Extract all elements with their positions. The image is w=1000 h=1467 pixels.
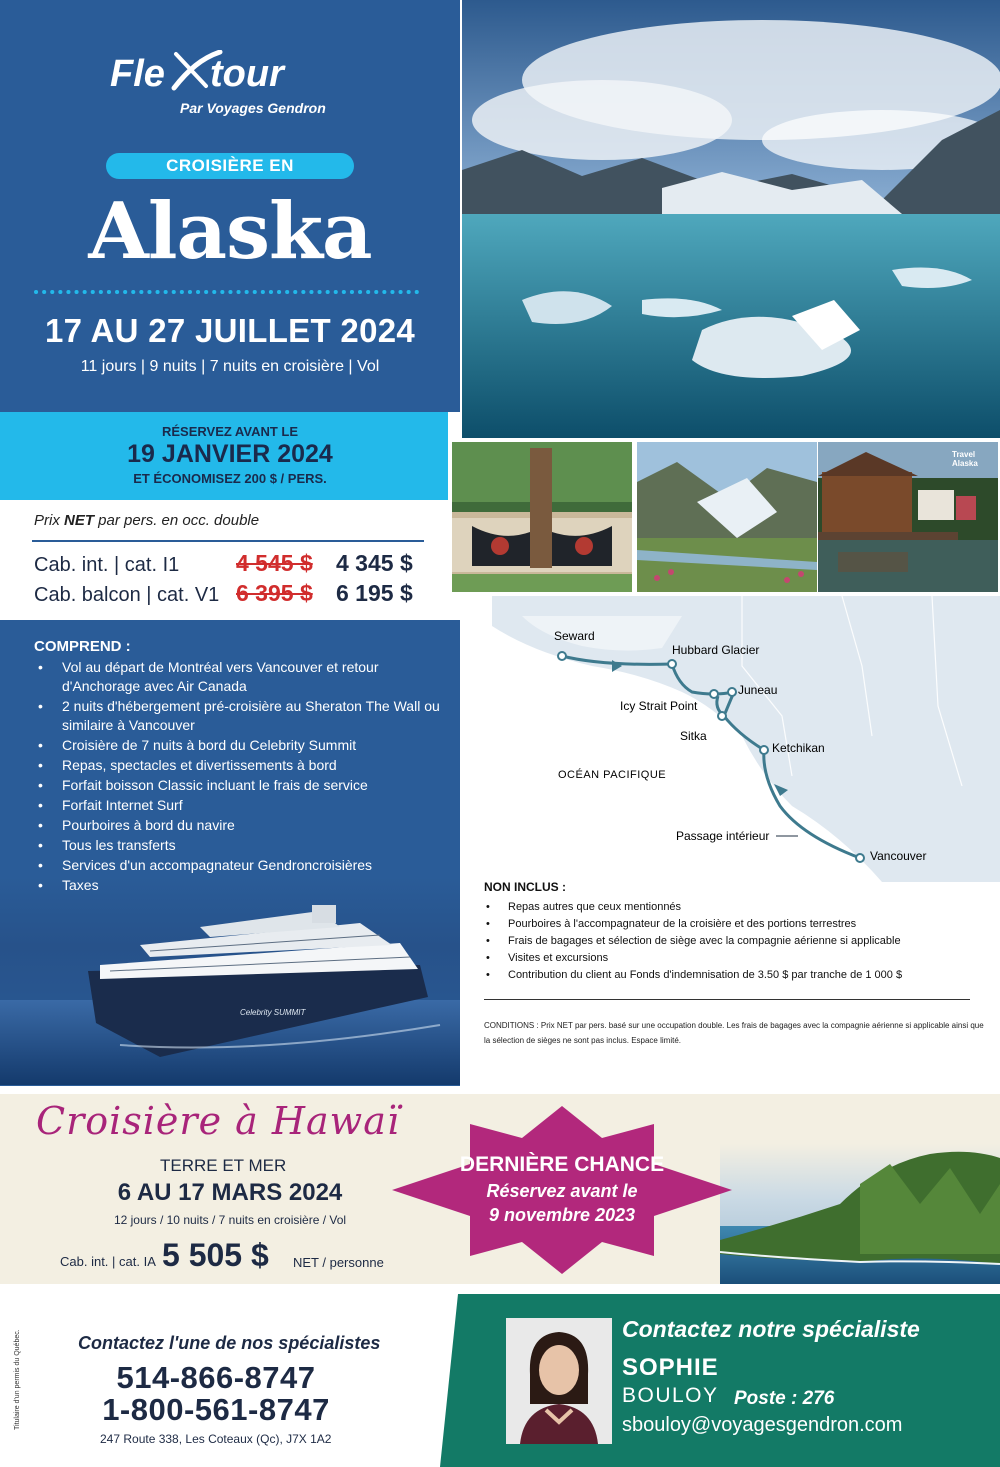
port-juneau: Juneau [738, 683, 778, 697]
old-price: 4 545 $ [236, 550, 313, 576]
cruise-ship-image [0, 905, 460, 1085]
not-included-title: NON INCLUS : [484, 880, 566, 894]
specialist-extension: Poste : 276 [734, 1388, 835, 1409]
specialist-email-link[interactable]: sbouloy@voyagesgendron.com [622, 1414, 903, 1436]
port-icy-strait-point: Icy Strait Point [620, 699, 698, 713]
hawaii-dates: 6 AU 17 MARS 2024 [117, 1179, 343, 1206]
specialist-first-name: SOPHIE [622, 1354, 719, 1381]
agency-address: 247 Route 338, Les Coteaux (Qc), J7X 1A2 [100, 1432, 332, 1446]
new-price: 4 345 $ [336, 550, 413, 576]
inside-passage-label: Passage intérieur [676, 829, 770, 843]
permit-note: Titulaire d'un permis du Québec. [14, 1329, 21, 1430]
last-chance-line1: Réservez avant le [486, 1181, 638, 1201]
not-included-list [484, 899, 984, 984]
list-item: • Repas, spectacles et divertissements à bord [34, 756, 444, 775]
cruise-route-map [462, 596, 1000, 882]
list-item: • Visites et excursions [484, 950, 984, 967]
port-ketchikan: Ketchikan [772, 741, 825, 755]
ocean-label: OCÉAN PACIFIQUE [558, 769, 667, 781]
includes-title: COMPREND : [34, 638, 131, 655]
hawaii-coast-photo [720, 1144, 1000, 1284]
phone-tollfree[interactable]: 1-800-561-8747 [102, 1392, 330, 1427]
trip-dates: 17 AU 27 JUILLET 2024 [44, 312, 416, 349]
promo-line-1: RÉSERVEZ AVANT LE [161, 424, 299, 439]
price-header: Prix NET par pers. en occ. double [34, 512, 260, 529]
list-item: • Contribution du client au Fonds d'indemnisation de 3.50 $ par tranche de 1 000 $ [484, 967, 984, 984]
hawaii-cabin: Cab. int. | cat. IA [60, 1254, 156, 1269]
ship-name-label: Celebrity SUMMIT [240, 1008, 306, 1017]
not-included-section [484, 880, 984, 984]
svg-text:tour: tour [210, 53, 284, 95]
totem-photo [452, 442, 632, 592]
list-item: • 2 nuits d'hébergement pré-croisière au Sheraton The Wall ou similaire à Vancouver [34, 697, 444, 735]
includes-panel [0, 620, 460, 1086]
cabin-label: Cab. balcon | cat. V1 [34, 584, 220, 606]
conditions-divider [484, 999, 970, 1000]
flextour-logo [110, 50, 350, 120]
port-hubbard-glacier: Hubbard Glacier [672, 643, 760, 657]
contact-title: Contactez l'une de nos spécialistes [78, 1333, 381, 1353]
hawaii-price-note: NET / personne [293, 1255, 384, 1270]
list-item: • Vol au départ de Montréal vers Vancouver et retour d'Anchorage avec Air Canada [34, 658, 444, 696]
includes-list [34, 658, 444, 896]
last-chance-line2: 9 novembre 2023 [488, 1205, 636, 1225]
early-booking-banner [0, 412, 448, 500]
list-item: • Pourboires à l'accompagnateur de la croisière et des portions terrestres [484, 916, 984, 933]
hawaii-title: Croisière à Hawaï [36, 1099, 401, 1143]
price-divider [32, 540, 424, 542]
logo-tagline: Par Voyages Gendron [180, 100, 326, 116]
port-sitka: Sitka [680, 729, 707, 743]
glacier-valley-photo [637, 442, 817, 592]
old-price: 6 395 $ [236, 580, 313, 606]
specialist-last-name: BOULOY [622, 1384, 719, 1407]
destination-title: Alaska [88, 186, 372, 277]
list-item: • Frais de bagages et sélection de siège avec la compagnie aérienne si applicable [484, 933, 984, 950]
photo-credit: Travel Alaska [952, 450, 978, 468]
hawaii-price: 5 505 $ [162, 1237, 269, 1273]
hawaii-subtitle: TERRE ET MER [160, 1156, 287, 1175]
list-item: • Tous les transferts [34, 836, 444, 855]
new-price: 6 195 $ [336, 580, 413, 606]
promo-savings: ET ÉCONOMISEZ 200 $ / PERS. [133, 471, 327, 486]
port-seward: Seward [554, 629, 595, 643]
promo-deadline: 19 JANVIER 2024 [127, 440, 333, 468]
glacier-bay-photo [462, 0, 1000, 438]
last-chance-title: DERNIÈRE CHANCE [459, 1153, 665, 1176]
hawaii-duration: 12 jours / 10 nuits / 7 nuits en croisière / Vol [113, 1213, 347, 1227]
list-item: • Forfait boisson Classic incluant le frais de service [34, 776, 444, 795]
price-row-balcony [34, 580, 434, 610]
dotted-divider [34, 288, 426, 296]
list-item: • Repas autres que ceux mentionnés [484, 899, 984, 916]
cabin-label: Cab. int. | cat. I1 [34, 554, 180, 576]
svg-text:Fle: Fle [110, 53, 165, 95]
list-item: • Taxes [34, 876, 444, 895]
logo-wordmark-graphic [110, 50, 350, 100]
trip-duration: 11 jours | 9 nuits | 7 nuits en croisière | Vol [80, 358, 380, 375]
price-row-interior [34, 550, 434, 580]
phone-local[interactable]: 514-866-8747 [116, 1360, 316, 1395]
port-vancouver: Vancouver [870, 849, 927, 863]
avatar [506, 1318, 612, 1444]
list-item: • Croisière de 7 nuits à bord du Celebrity Summit [34, 736, 444, 755]
conditions-text: CONDITIONS : Prix NET par pers. basé sur une occupation double. Les frais de bagages avec la compagnie aérienne si applicable ainsi que la sélection de sièges ne sont pas inclus. Espace limité. [484, 1021, 984, 1045]
list-item: • Services d'un accompagnateur Gendroncroisières [34, 856, 444, 875]
list-item: • Forfait Internet Surf [34, 796, 444, 815]
specialist-title: Contactez notre spécialiste [622, 1316, 920, 1342]
specialist-portrait [506, 1318, 612, 1444]
hero-panel [0, 0, 460, 412]
cruise-pill: CROISIÈRE EN [106, 153, 354, 179]
list-item: • Pourboires à bord du navire [34, 816, 444, 835]
last-chance-text [412, 1153, 712, 1227]
